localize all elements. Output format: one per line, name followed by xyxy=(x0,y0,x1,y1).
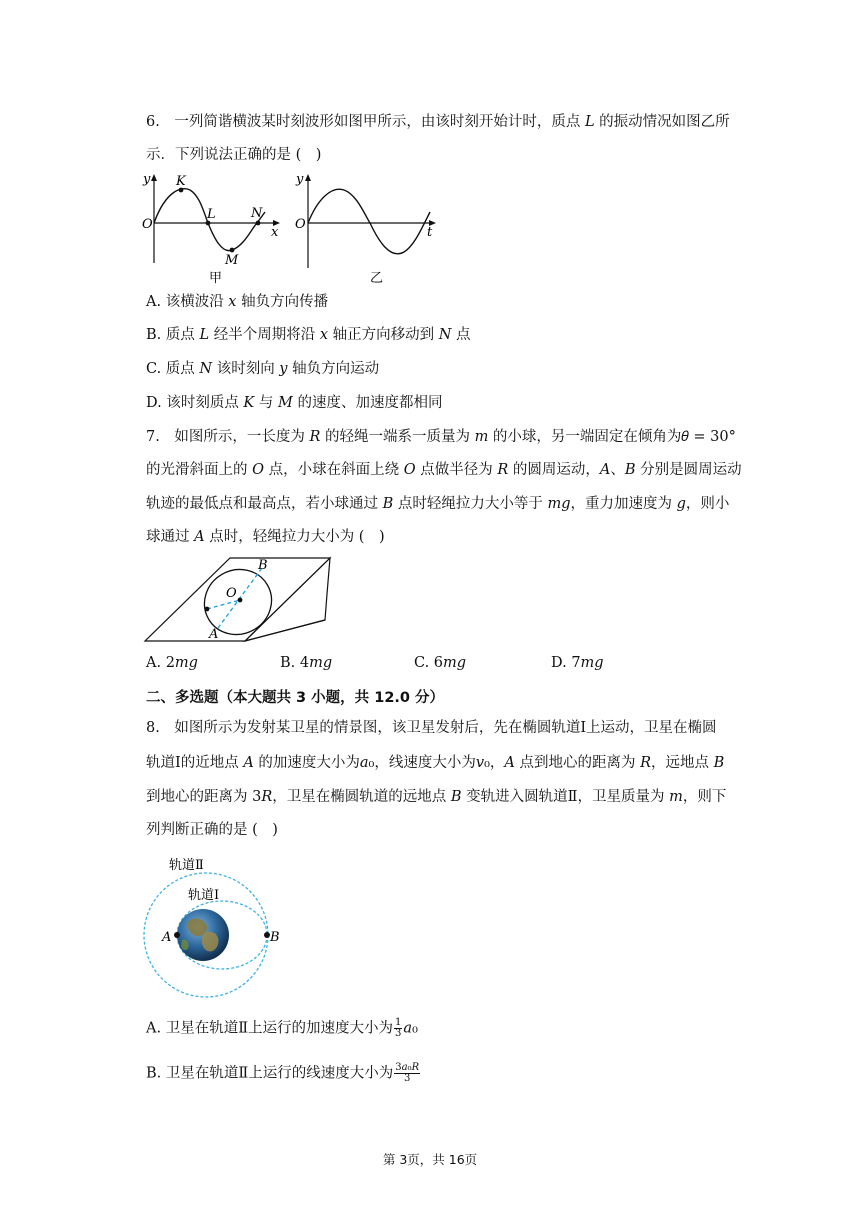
q7-option-a: A. 2𝑚𝑔 xyxy=(146,655,198,671)
q6-option-c: C. 质点 𝑁 该时刻向 𝑦 轴负方向运动 xyxy=(146,361,380,377)
q8-stem-line3: 到地心的距离为 3𝑅，卫星在椭圆轨道的远地点 𝐵 变轨进入圆轨道Ⅱ，卫星质量为 𝑚，则下 xyxy=(146,789,727,805)
section-heading-multiple-choice: 二、多选题（本大题共 3 小题，共 12.0 分） xyxy=(146,690,445,706)
q8-stem-line4: 列判断正确的是 ( ) xyxy=(146,822,278,838)
q8-option-b-numerator: 3𝑎₀𝑅 xyxy=(395,1062,420,1073)
q8-option-a-fraction xyxy=(394,1018,402,1039)
q6-figure-jia xyxy=(140,168,285,286)
q7-o-label: O xyxy=(226,586,237,601)
q6-option-a: A. 该横波沿 𝑥 轴负方向传播 xyxy=(146,294,329,310)
q8-b-label: B xyxy=(270,930,280,945)
jia-caption: 甲 xyxy=(209,271,223,286)
jia-origin-label: O xyxy=(142,217,153,232)
q8-option-a-numerator: 1 xyxy=(395,1017,402,1028)
jia-l-label: L xyxy=(207,207,216,222)
q6-option-b: B. 质点 𝐿 经半个周期将沿 𝑥 轴正方向移动到 𝑁 点 xyxy=(146,327,471,343)
q7-stem-line2: 的光滑斜面上的 𝑂 点，小球在斜面上绕 𝑂 点做半径为 𝑅 的圆周运动，𝐴、𝐵 分别是圆周运动 xyxy=(146,462,742,478)
yi-t-label: t xyxy=(427,225,433,240)
page-footer: 第 3页，共 16页 xyxy=(382,1152,478,1167)
q7-b-label: B xyxy=(258,558,268,573)
q8-option-b-fraction xyxy=(394,1063,420,1084)
q8-orbit-figure xyxy=(136,852,296,1002)
q7-option-c: C. 6𝑚𝑔 xyxy=(414,655,467,671)
earth-icon xyxy=(177,909,229,961)
yi-y-label: y xyxy=(296,172,304,187)
q7-option-d: D. 7𝑚𝑔 xyxy=(551,655,604,671)
q7-stem-line3: 轨迹的最低点和最高点，若小球通过 𝐵 点时轻绳拉力大小等于 𝑚𝑔，重力加速度为 𝑔，则小 xyxy=(146,496,730,512)
q7-stem-line1: 7. 如图所示，一长度为 𝑅 的轻绳一端系一质量为 𝑚 的小球，另一端固定在倾角为𝜃 = 30° xyxy=(146,429,736,445)
q6-option-d: D. 该时刻质点 𝐾 与 𝑀 的速度、加速度都相同 xyxy=(146,395,443,411)
q8-option-a-text: A. 卫星在轨道Ⅱ上运行的加速度大小为 xyxy=(146,1020,394,1037)
orbit-1-label: 轨道Ⅰ xyxy=(188,888,220,903)
q8-stem-line2: 轨道Ⅰ的近地点 𝐴 的加速度大小为𝑎₀，线速度大小为𝑣₀，𝐴 点到地心的距离为 𝑅，远地点 𝐵 xyxy=(146,755,725,771)
yi-origin-label: O xyxy=(295,217,306,232)
q7-stem-line4: 球通过 𝐴 点时，轻绳拉力大小为 ( ) xyxy=(146,529,385,545)
q8-option-b-denominator: 3 xyxy=(403,1073,411,1084)
q6-stem-line1: 6. 一列简谐横波某时刻波形如图甲所示，由该时刻开始计时，质点 𝐿 的振动情况如图乙所 xyxy=(146,114,730,130)
q7-option-b: B. 4𝑚𝑔 xyxy=(280,655,333,671)
q7-a-label: A xyxy=(209,627,219,642)
q8-option-a xyxy=(146,1018,418,1039)
jia-k-label: K xyxy=(176,174,186,189)
q8-option-a-denominator: 3 xyxy=(395,1028,402,1039)
jia-m-label: M xyxy=(225,253,239,268)
q8-option-b xyxy=(146,1063,421,1084)
orbit-2-label: 轨道Ⅱ xyxy=(169,858,204,873)
q8-option-b-text: B. 卫星在轨道Ⅱ上运行的线速度大小为 xyxy=(146,1065,394,1082)
jia-x-label: x xyxy=(271,225,279,240)
q8-option-a-tail: 𝑎₀ xyxy=(403,1020,418,1037)
jia-n-label: N xyxy=(251,206,263,221)
yi-caption: 乙 xyxy=(370,271,384,286)
q8-a-label: A xyxy=(162,930,172,945)
q6-figure-yi xyxy=(292,168,442,286)
q8-stem-line1: 8. 如图所示为发射某卫星的情景图，该卫星发射后，先在椭圆轨道Ⅰ上运动，卫星在椭圆 xyxy=(146,720,717,736)
q7-incline-figure xyxy=(140,556,335,646)
q6-stem-line2: 示．下列说法正确的是 ( ) xyxy=(146,147,322,163)
jia-y-label: y xyxy=(143,172,151,187)
